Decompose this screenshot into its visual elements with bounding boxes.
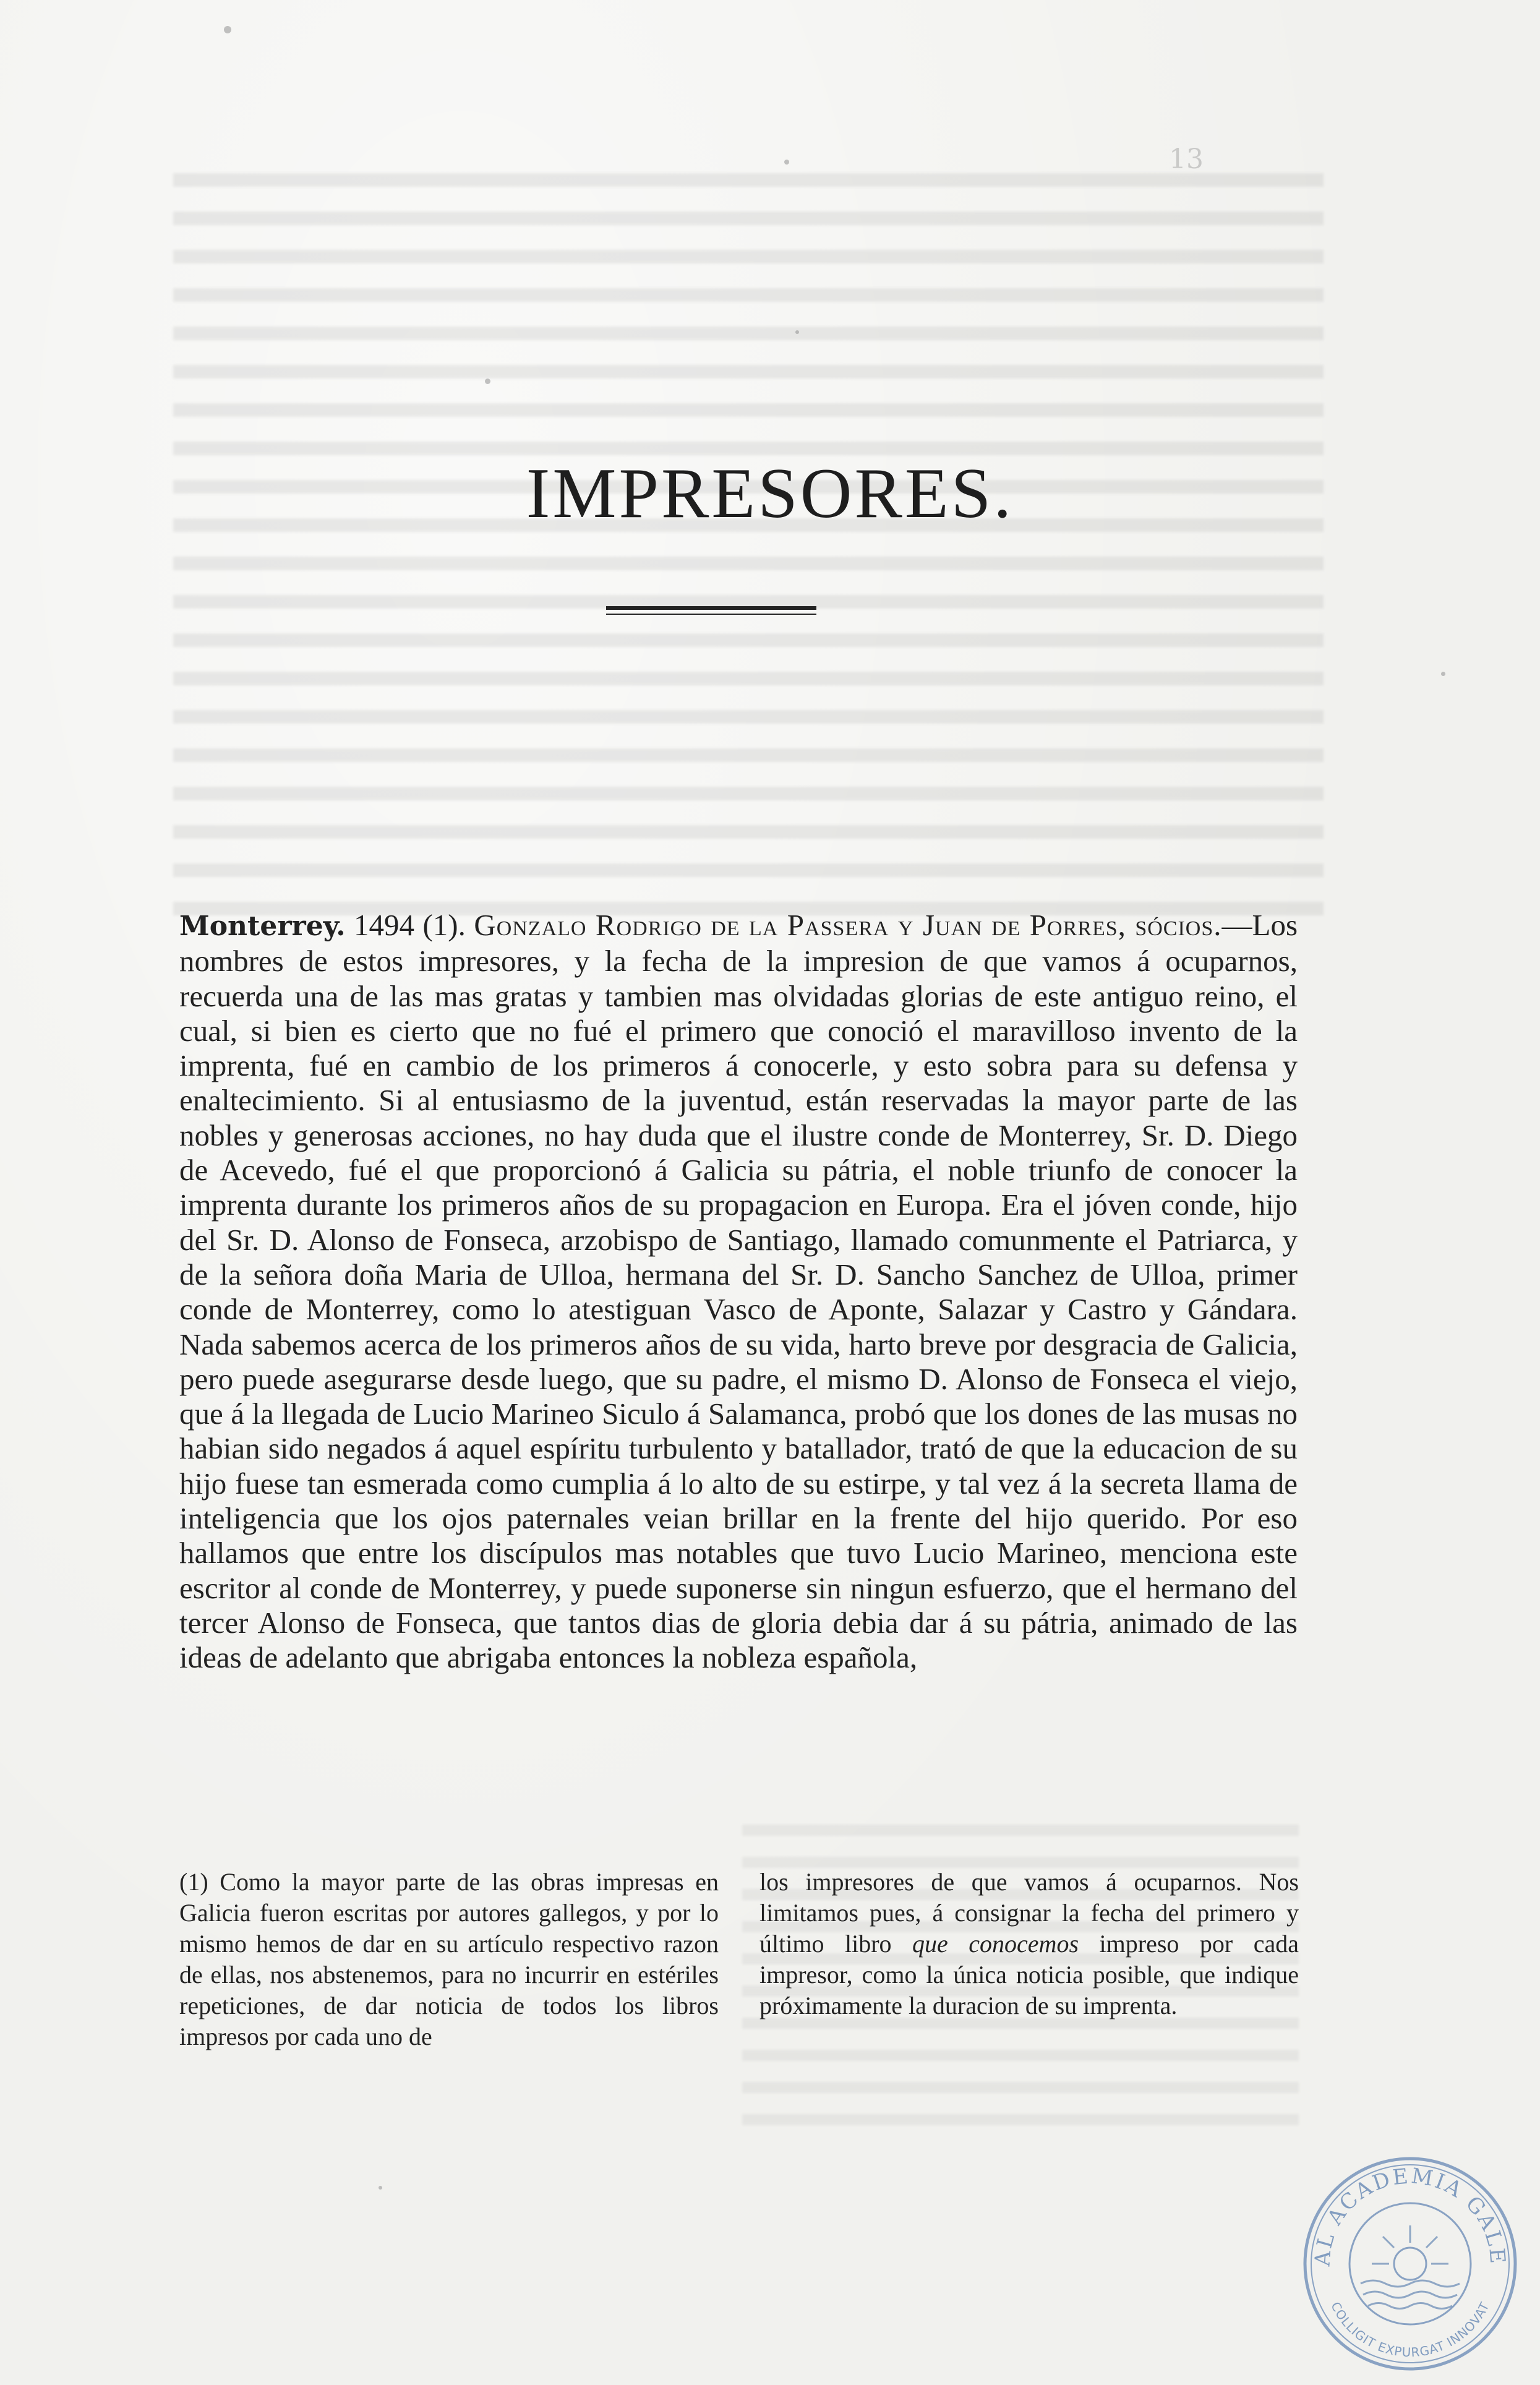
- footnote-right-column: [759, 1867, 1299, 2052]
- bleed-through-text: [173, 173, 1324, 915]
- stamp-top-text: AL ACADEMIA GALE: [1310, 2163, 1510, 2267]
- paper-speck: [784, 160, 789, 165]
- title-divider: [606, 606, 816, 617]
- page-title: IMPRESORES.: [526, 454, 1014, 533]
- footnote-left-column: (1) Como la mayor parte de las obras impresas en Galicia fueron escritas por autores gallegos, y por lo mismo hemos de dar en su artículo respectivo razon de ellas, nos abstenemos, para no incurrir en estériles repeticiones, de dar noticia de todos los libros impresos por cada uno de: [179, 1868, 719, 2050]
- library-stamp: [1299, 2152, 1521, 2375]
- paper-speck: [224, 26, 231, 33]
- page-number: 13: [1169, 143, 1204, 175]
- stamp-bottom-text: COLLIGIT EXPURGAT INNOVAT: [1328, 2299, 1492, 2360]
- paper-speck: [379, 2186, 382, 2190]
- entry-year: 1494 (1).: [354, 908, 466, 942]
- divider-thick-line: [606, 606, 816, 610]
- footnote-right-text-1: los impresores de que vamos á ocuparnos. Nos limitamos pues, á consignar la fecha del primero y último libro: [759, 1868, 1299, 1958]
- entry-printers: Gonzalo Rodrigo de la Passera y Juan de Porres, sócios.: [474, 908, 1222, 942]
- svg-text:REAL ACADEMIA GALEGA: [1299, 2152, 1510, 2267]
- paper-speck: [485, 379, 490, 384]
- paper-speck: [1441, 672, 1445, 676]
- entry-text: —Los nombres de estos impresores, y la fecha de la impresion de que vamos á ocuparnos, recuerda una de las mas gratas y tambien mas olvidadas glorias de este antiguo reino, el cual, si bien es cierto que no fué el primero que conoció el maravilloso invento de la imprenta, fué en cambio de los primeros á conocerle, y esto sobra para su defensa y enaltecimiento. Si al entusiasmo de la juventud, están reservadas la mayor parte de las nobles y generosas acciones, no hay duda que el ilustre conde de Monterrey, Sr. D. Diego de Acevedo, fué el que proporcionó á Galicia su pátria, el noble triunfo de conocer la imprenta durante los primeros años de su propagacion en Europa. Era el jóven conde, hijo del Sr. D. Alonso de Fonseca, arzobispo de Santiago, llamado comunmente el Patriarca, y de la señora doña Maria de Ulloa, hermana del Sr. D. Sancho Sanchez de Ulloa, primer conde de Monterrey, como lo atestiguan Vasco de Aponte, Salazar y Castro y Gándara. Nada sabemos acerca de los primeros años de su vida, harto breve por desgracia de Galicia, pero puede asegurarse desde luego, que su padre, el mismo D. Alonso de Fonseca el viejo, que á la llegada de Lucio Marineo Siculo á Salamanca, probó que los dones de las musas no habian sido negados á aquel espíritu turbulento y batallador, trató de que la educacion de su hijo fuese tan esmerada como cumplia á lo alto de su estirpe, y tal vez á la secreta llama de inteligencia que los ojos paternales veian brillar en la frente del hijo querido. Por eso hallamos que entre los discípulos mas notables que tuvo Lucio Marineo, menciona este escritor al conde de Monterrey, y puede suponerse sin ningun esfuerzo, que el hermano del tercer Alonso de Fonseca, que tantos dias de gloria debia dar á su pátria, animado de las ideas de adelanto que abrigaba entonces la nobleza española,: [179, 908, 1298, 1675]
- paper-speck: [795, 330, 799, 334]
- entry-paragraph: [179, 908, 1298, 1676]
- stamp-seal-icon: [1299, 2152, 1521, 2375]
- footnote-right-text-2: impreso por cada impresor, como la única noticia posible, que indique próximamente la duracion de su imprenta.: [759, 1930, 1299, 2019]
- entry-place: Monterrey.: [179, 910, 346, 942]
- footnotes: [179, 1867, 1299, 2052]
- divider-thin-line: [606, 614, 816, 615]
- footnote-right-italic: que conocemos: [912, 1930, 1079, 1958]
